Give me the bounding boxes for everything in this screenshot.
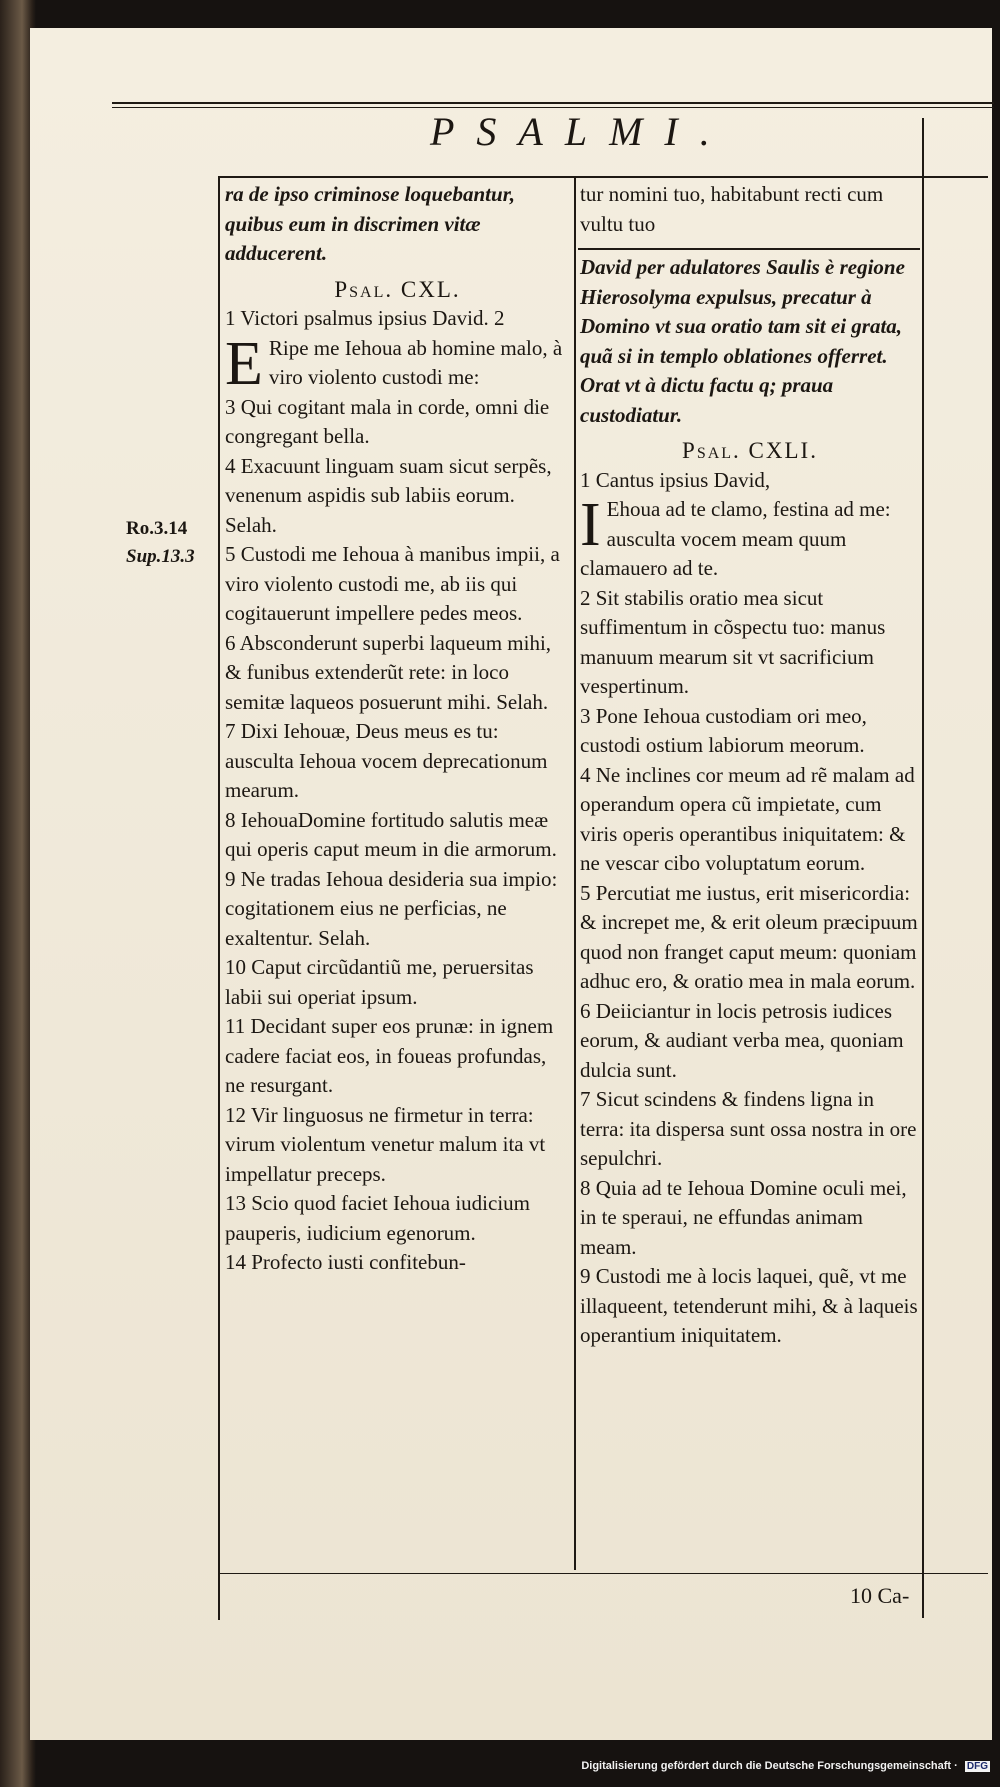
verse: 3 Qui cogitant mala in corde, omni die congregant bella.: [225, 394, 550, 448]
psalm-superscription: 1 Cantus ipsius David,: [580, 467, 771, 492]
left-frame-rule: [218, 178, 220, 1620]
verse: 6 Absconderunt superbi laqueum mihi, & funibus extenderũt rete: in loco semitæ laqueos posuerunt mihi. Selah.: [225, 630, 552, 714]
opening-verse: [580, 491, 920, 584]
right-column: [580, 180, 920, 1351]
verse: 11 Decidant super eos prunæ: in ignem cadere faciat eos, in foueas profundas, ne resurgant.: [225, 1014, 554, 1097]
column-top-rule: [218, 176, 988, 178]
verse: 7 Dixi Iehouæ, Deus meus es tu: ausculta Iehoua vocem deprecationum mearum.: [225, 719, 548, 802]
psalm-superscription: 1 Victori psalmus ipsius David. 2: [225, 306, 505, 330]
verse: 12 Vir linguosus ne firmetur in terra: virum violentum venetur malum ita vt impellatur preceps.: [225, 1102, 546, 1186]
digitization-credit: [581, 1760, 990, 1772]
running-head: PSALMI.: [430, 109, 732, 154]
continuation-text: ra de ipso criminose loquebantur, quibus eum in discrimen vitæ adducerent.: [225, 182, 515, 265]
verse-list: [225, 393, 570, 1278]
verse: 9 Custodi me à locis laquei, quẽ, vt me illaqueent, tetenderunt mihi, & à laqueis operantium iniquitatem.: [580, 1264, 918, 1347]
verse: 3 Pone Iehoua custodiam ori meo, custodi ostium labiorum meorum.: [580, 703, 867, 757]
verse: 2 Sit stabilis oratio mea sicut suffimentum in cõspectu tuo: manus manuum mearum sit vt sacrificium vespertinum.: [580, 585, 886, 698]
verse: 13 Scio quod faciet Iehoua iudicium pauperis, iudicium egenorum.: [225, 1191, 531, 1245]
column-divider: [574, 178, 576, 1570]
book-page: [30, 28, 992, 1740]
drop-cap: I: [580, 491, 601, 559]
psalm-title: Psal. CXLI.: [682, 438, 818, 463]
verse: 8 Quia ad te Iehoua Domine oculi mei, in te speraui, ne effundas animam meam.: [580, 1175, 907, 1259]
verse: 14 Profecto iusti confitebun-: [225, 1250, 466, 1274]
verse-text: Ripe me Iehoua ab homine malo, à viro violento custodi me:: [268, 335, 563, 389]
verse: 5 Percutiat me iustus, erit misericordia: & increpet me, & erit oleum præcipuum quod non franget caput meum: quoniam adhuc ero, & oratio mea in mala eorum.: [580, 880, 918, 993]
psalm-title: Psal. CXL.: [334, 276, 461, 302]
verse: 4 Exacuunt linguam suam sicut serpẽs, venenum aspidis sub labiis eorum. Selah.: [225, 453, 552, 537]
catchword: 10 Ca-: [850, 1583, 910, 1608]
left-column: [225, 180, 570, 1278]
dfg-logo: DFG: [966, 1761, 988, 1772]
verse: 5 Custodi me Iehoua à manibus impii, a viro violento custodi me, ab iis qui cogitauerunt impellere pedes meos.: [225, 542, 560, 625]
margin-note: Ro.3.14: [126, 518, 188, 539]
verse: 9 Ne tradas Iehoua desideria sua impio: cogitationem eius ne perficias, ne exaltentur. Selah.: [225, 866, 558, 950]
verse: 10 Caput circũdantiũ me, peruersitas labii sui operiat ipsum.: [225, 955, 534, 1009]
verse: 7 Sicut scindens & findens ligna in terra: ita dispersa sunt ossa nostra in ore sepulchri.: [580, 1087, 917, 1170]
credit-text: Digitalisierung gefördert durch die Deutsche Forschungsgemeinschaft ·: [581, 1760, 958, 1772]
verse-list: [580, 584, 920, 1351]
right-frame-rule: [922, 118, 924, 1618]
bottom-rule: [218, 1573, 988, 1574]
verse: 6 Deiiciantur in locis petrosis iudices eorum, & audiant verba mea, quoniam dulcia sunt.: [580, 998, 904, 1082]
drop-cap: E: [225, 329, 263, 398]
verse: 8 IehouaDomine fortitudo salutis meæ qui operis caput meum in die armorum.: [225, 807, 557, 861]
psalm-separator-rule: [578, 248, 920, 250]
verse-text: Ehoua ad te clamo, festina ad me: ausculta vocem meam quum clamauero ad te.: [580, 497, 891, 580]
margin-note: Sup.13.3: [126, 546, 195, 567]
continuation-text: tur nomini tuo, habitabunt recti cum vultu tuo: [580, 182, 884, 236]
psalm-argument: David per adulatores Saulis è regione Hierosolyma expulsus, precatur à Domino vt sua oratio tam sit ei grata, quã si in templo oblationes offerret. Orat vt à dictu factu q; praua custodiatur.: [580, 255, 905, 427]
header-rule: [112, 102, 994, 104]
verse: 4 Ne inclines cor meum ad rẽ malam ad operandum opera cũ impietate, cum viris operis operantibus iniquitatem: & ne vescar cibo voluptatum eorum.: [580, 762, 915, 875]
opening-verse: [225, 329, 570, 398]
